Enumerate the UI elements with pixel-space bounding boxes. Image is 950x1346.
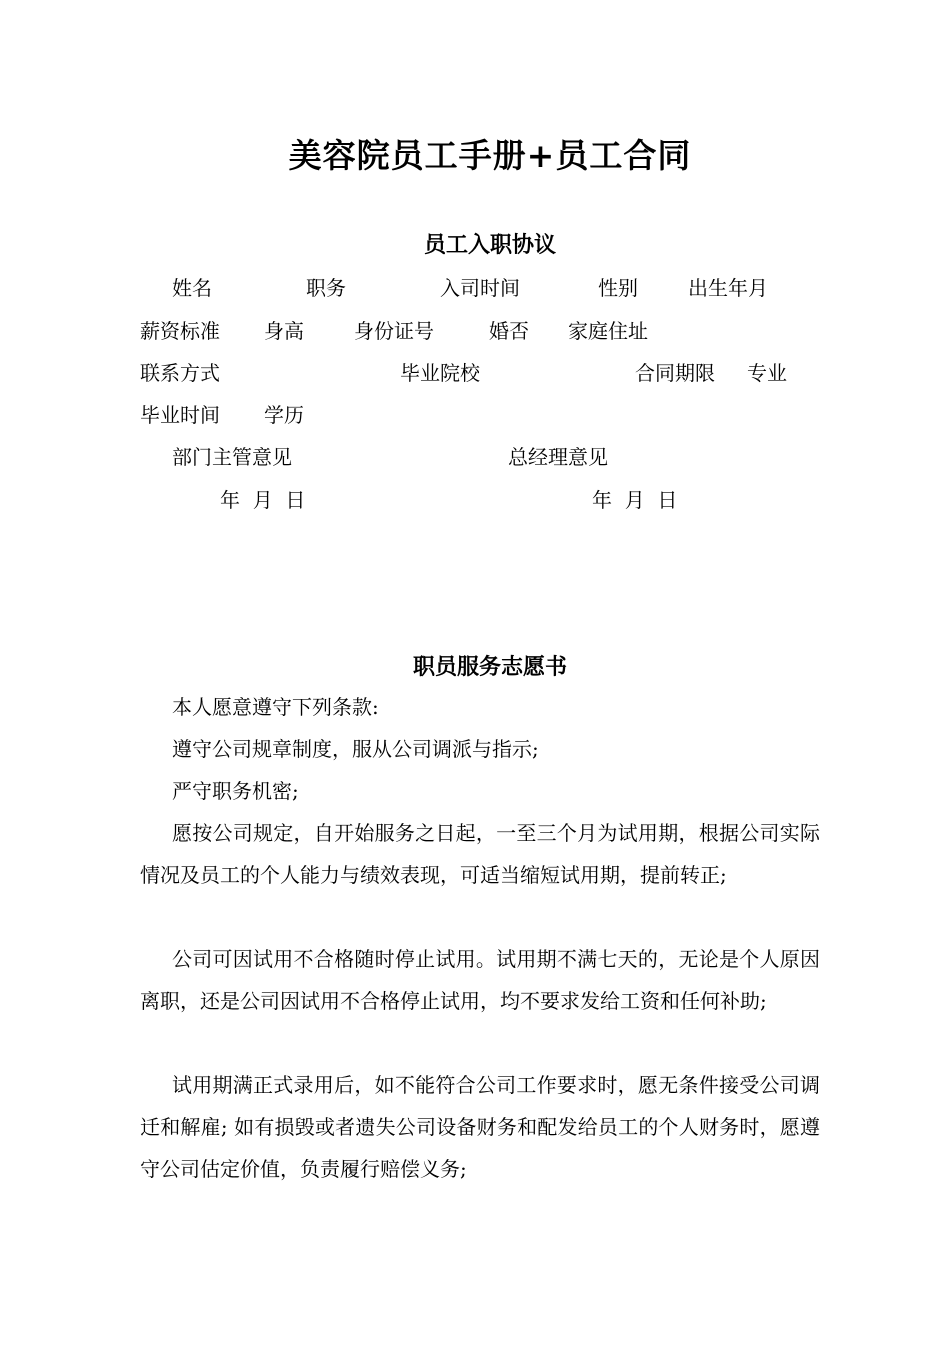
field-label-graduation-date: 毕业时间: [140, 403, 220, 427]
service-heading: 职员服务志愿书: [412, 654, 567, 680]
dept-date-label: 年 月 日: [220, 488, 306, 512]
field-label-birth: 出生年月: [688, 276, 768, 300]
field-label-id-number: 身份证号: [354, 319, 434, 343]
field-label-education: 学历: [264, 403, 304, 427]
service-paragraph: 公司可因试用不合格随时停止试用。试用期不满七天的，无论是个人原因离职，还是公司因试用不合格停止试用，均不要求发给工资和任何补助;: [140, 947, 820, 1013]
field-label-contract-term: 合同期限: [635, 361, 715, 385]
field-label-marital: 婚否: [489, 319, 529, 343]
field-label-school: 毕业院校: [400, 361, 480, 385]
field-label-height: 身高: [264, 319, 304, 343]
service-paragraph: 严守职务机密;: [172, 779, 299, 803]
field-label-salary: 薪资标准: [140, 319, 220, 343]
service-paragraph: 本人愿意遵守下列条款:: [172, 695, 379, 719]
agreement-heading: 员工入职协议: [423, 232, 556, 258]
service-paragraph: 遵守公司规章制度，服从公司调派与指示;: [172, 737, 539, 761]
field-label-address: 家庭住址: [568, 319, 648, 343]
field-label-join-date: 入司时间: [440, 276, 520, 300]
general-manager-opinion-label: 总经理意见: [508, 445, 608, 469]
service-paragraph: 试用期满正式录用后，如不能符合公司工作要求时，愿无条件接受公司调迁和解雇; 如有损毁或者遗失公司设备财务和配发给员工的个人财务时，愿遵守公司估定价值，负责履行赔偿义务;: [140, 1073, 820, 1181]
field-label-name: 姓名: [172, 276, 212, 300]
page-title: 美容院员工手册+员工合同: [288, 136, 692, 175]
field-label-gender: 性别: [598, 276, 638, 300]
field-label-major: 专业: [747, 361, 787, 385]
field-label-contact: 联系方式: [140, 361, 220, 385]
dept-manager-opinion-label: 部门主管意见: [172, 445, 292, 469]
gm-date-label: 年 月 日: [592, 488, 678, 512]
field-label-position: 职务: [306, 276, 346, 300]
service-paragraph: 愿按公司规定，自开始服务之日起，一至三个月为试用期，根据公司实际情况及员工的个人能力与绩效表现，可适当缩短试用期，提前转正;: [140, 821, 820, 887]
